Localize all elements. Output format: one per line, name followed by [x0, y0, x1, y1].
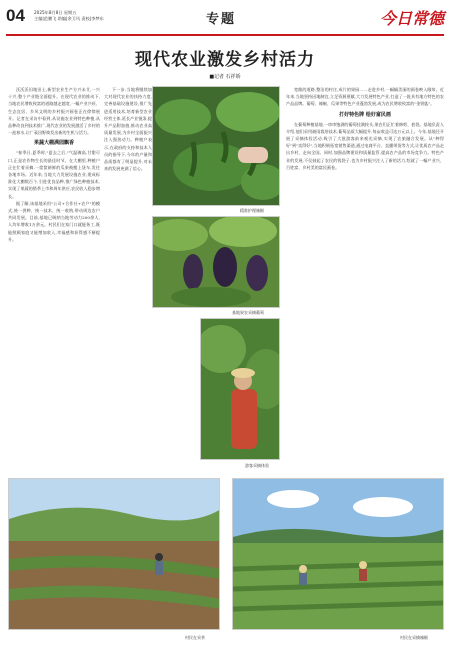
grape-illustration [153, 217, 280, 308]
paragraph: 下一步,当地将继续加大对现代农业的扶持力度,完善基础设施建设,推广先进适用技术,培育新型农业经营主体,延长产业链条,提升产品附加值,推动农业高质量发展,为乡村全面振兴注入强劲动力。种植户表示,在政府的支持和技术人员的指导下,今年的产量和品质都有了明显提升,对未来的发展充满了信心。 [104, 87, 152, 172]
paragraph: 据了解,该基地采用"公司+合作社+农户"的模式,统一供种、统一技术、统一收购,带动周边农户共同发展。目前,基地已吸纳当地劳动力200余人,人均年增收1万余元。村民们在家门口就能务工,既能照顾家庭又能增加收入,幸福感和获得感不断提升。 [8, 200, 100, 242]
hillside-field-illustration [9, 479, 220, 630]
field-photo-left [8, 478, 220, 630]
picker-illustration [201, 319, 280, 460]
section-name: 专题 [206, 12, 237, 27]
page-header [6, 6, 444, 36]
subhead: 果蔬大棚满园飘香 [33, 140, 74, 147]
photo-caption: 基地果农采摘葡萄 [232, 310, 264, 315]
photo-caption: 村民在采茶 [185, 635, 205, 640]
article-byline: ■记者 石祥娇 [209, 74, 241, 80]
edition-meta [34, 10, 104, 22]
pepper-photo [152, 86, 280, 206]
photo-caption: 村民在采摘辣椒 [400, 635, 428, 640]
picker-photo [200, 318, 280, 460]
date-line: 2025年8月8日 星期五 [34, 10, 77, 15]
photo-caption: 精准护理辣椒 [240, 208, 264, 213]
photo-caption: 游客采摘体验 [245, 463, 269, 468]
paragraph: 沃沃沃田地田土,新型农业生产方兴未艾,一兴十兴,整个产业链全面提升。在现代农业的推动下,当地农民增收致富的道路越走越宽,一幅产业兴旺、生态宜居、乡风文明的乡村振兴画卷正在徐徐展开。记者在采访中看到,从设施农业到特色种植,从品种改良到技术推广,现代农业的发展激活了乡村的一池春水,让广袤田野焕发出新的生机与活力。 [8, 87, 100, 136]
grape-photo [152, 216, 280, 308]
pepper-field-illustration [233, 479, 444, 630]
editors-line: 主编|范鹏飞 助编|余卫风 责校|李梦东 [34, 16, 104, 21]
header-rule [6, 34, 444, 36]
page-number: 04 [6, 6, 25, 25]
article-title: 现代农业激发乡村活力 [135, 50, 315, 70]
paragraph: "春季日,夏季时,"夏去之后,"气温骤高,甘甜可口,正是农作物生长的最佳时节。在大棚里,种植户正在忙着采摘,一筐筐新鲜的瓜果被搬上货车,发往各地市场。近年来,当地大力发展设施农业,建成标准化大棚数百个,引进优良品种,推广绿色种植技术,实现了果蔬的错季上市和周年供应,农民收入稳步增长。 [8, 150, 100, 199]
pepper-illustration [153, 87, 280, 206]
paragraph: 在葡萄种植基地,一串串饱满的葡萄挂满枝头,果农们正忙着修剪、套袋。基地负责人介绍,他们采用避雨栽培技术,葡萄品质大幅提升,每亩收益可达万元以上。今年,基地还开展了采摘体验活动,吸引了大批游客前来观光采摘,实现了农旅融合发展。从"种得好"到"卖得好",当地积极拓宽销售渠道,通过电商平台、直播带货等方式,让优质农产品走出乡村、走向全国。同时,加强品牌建设和质量监管,提高农产品的市场竞争力。特色产业的发展,不仅鼓起了农民的钱袋子,也为乡村振兴注入了新的活力,绘就了一幅产业兴、百姓富、乡村美的富民画卷。 [286, 121, 444, 170]
newspaper-logo: 今日常德 [379, 9, 444, 28]
text-column-2 [104, 86, 152, 460]
text-column-1 [8, 86, 100, 460]
field-photo-right [232, 478, 444, 630]
text-column-3 [286, 86, 444, 460]
paragraph: 宽敞的道路,整洁的村庄,成片的果园……走进乡村,一幅幅美丽的画卷映入眼帘。近年来,当地坚持因地制宜,立足资源禀赋,大力发展特色产业,打造了一批具有地方特色的农产品品牌。葡萄、辣椒、瓜果等特色产业蓬勃发展,成为农民增收致富的"金钥匙"。 [286, 87, 444, 107]
subhead: 打好特色牌 绘好富民画 [339, 111, 391, 118]
